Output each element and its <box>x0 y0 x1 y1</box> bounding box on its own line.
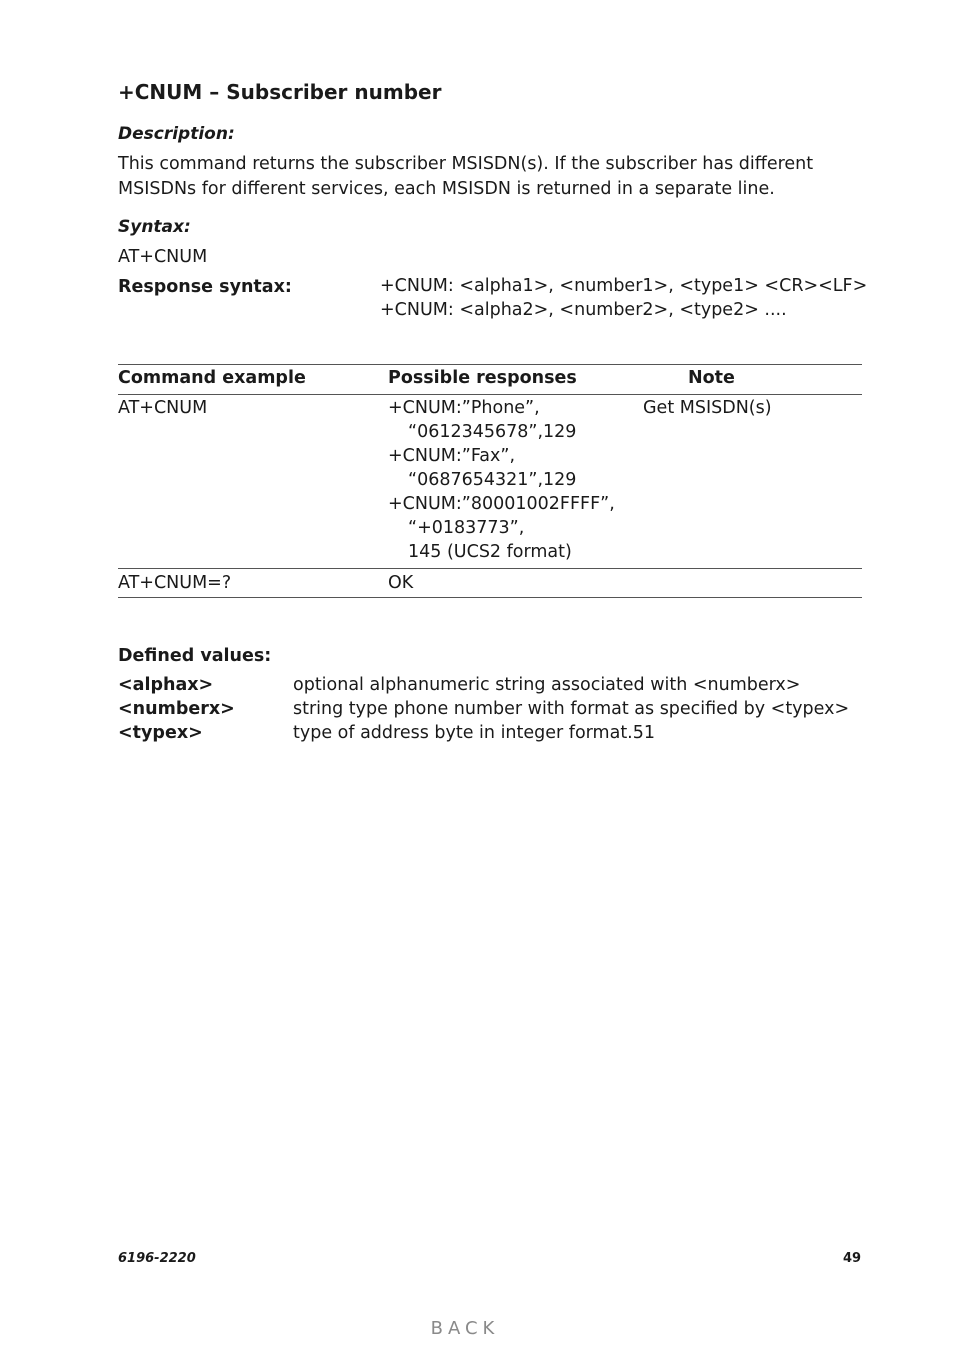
footer-page-number: 49 <box>843 1251 862 1266</box>
table-header-command: Command example <box>118 368 306 388</box>
defined-value-term: <typex> <box>118 723 203 743</box>
defined-values-heading: Defined values: <box>118 646 272 666</box>
table-bottom-rule <box>118 597 862 598</box>
table-cell-response: +CNUM:”Phone”, <box>388 398 540 418</box>
table-cell-response: 145 (UCS2 format) <box>408 542 572 562</box>
syntax-heading: Syntax: <box>118 217 191 237</box>
description-line: This command returns the subscriber MSISDN(s). If the subscriber has different <box>118 154 814 174</box>
table-header-note: Note <box>688 368 735 388</box>
table-top-rule <box>118 364 862 365</box>
description-line: MSISDNs for different services, each MSISDN is returned in a separate line. <box>118 179 775 199</box>
response-syntax-line: +CNUM: <alpha1>, <number1>, <type1> <CR><LF> <box>380 276 868 296</box>
table-cell-response: OK <box>388 573 414 593</box>
table-cell-response: +CNUM:”Fax”, <box>388 446 516 466</box>
defined-value-desc: type of address byte in integer format.51 <box>293 723 656 743</box>
syntax-command: AT+CNUM <box>118 247 208 267</box>
defined-value-desc: optional alphanumeric string associated with <numberx> <box>293 675 801 695</box>
page-title: +CNUM – Subscriber number <box>118 80 442 104</box>
table-cell-note: Get MSISDN(s) <box>643 398 772 418</box>
table-row-rule <box>118 568 862 569</box>
table-cell-response: “0687654321”,129 <box>408 470 577 490</box>
table-cell-response: “+0183773”, <box>408 518 525 538</box>
defined-value-term: <numberx> <box>118 699 235 719</box>
table-cell-response: “0612345678”,129 <box>408 422 577 442</box>
table-cell-command: AT+CNUM=? <box>118 573 232 593</box>
description-heading: Description: <box>118 124 235 144</box>
table-header-responses: Possible responses <box>388 368 577 388</box>
response-syntax-line: +CNUM: <alpha2>, <number2>, <type2> .... <box>380 300 787 320</box>
footer-doc-number: 6196-2220 <box>118 1251 196 1266</box>
table-header-rule <box>118 394 862 395</box>
table-cell-command: AT+CNUM <box>118 398 208 418</box>
response-syntax-label: Response syntax: <box>118 277 292 297</box>
defined-value-desc: string type phone number with format as specified by <typex> <box>293 699 850 719</box>
back-link[interactable]: BACK <box>430 1318 500 1339</box>
defined-value-term: <alphax> <box>118 675 214 695</box>
table-cell-response: +CNUM:”80001002FFFF”, <box>388 494 615 514</box>
